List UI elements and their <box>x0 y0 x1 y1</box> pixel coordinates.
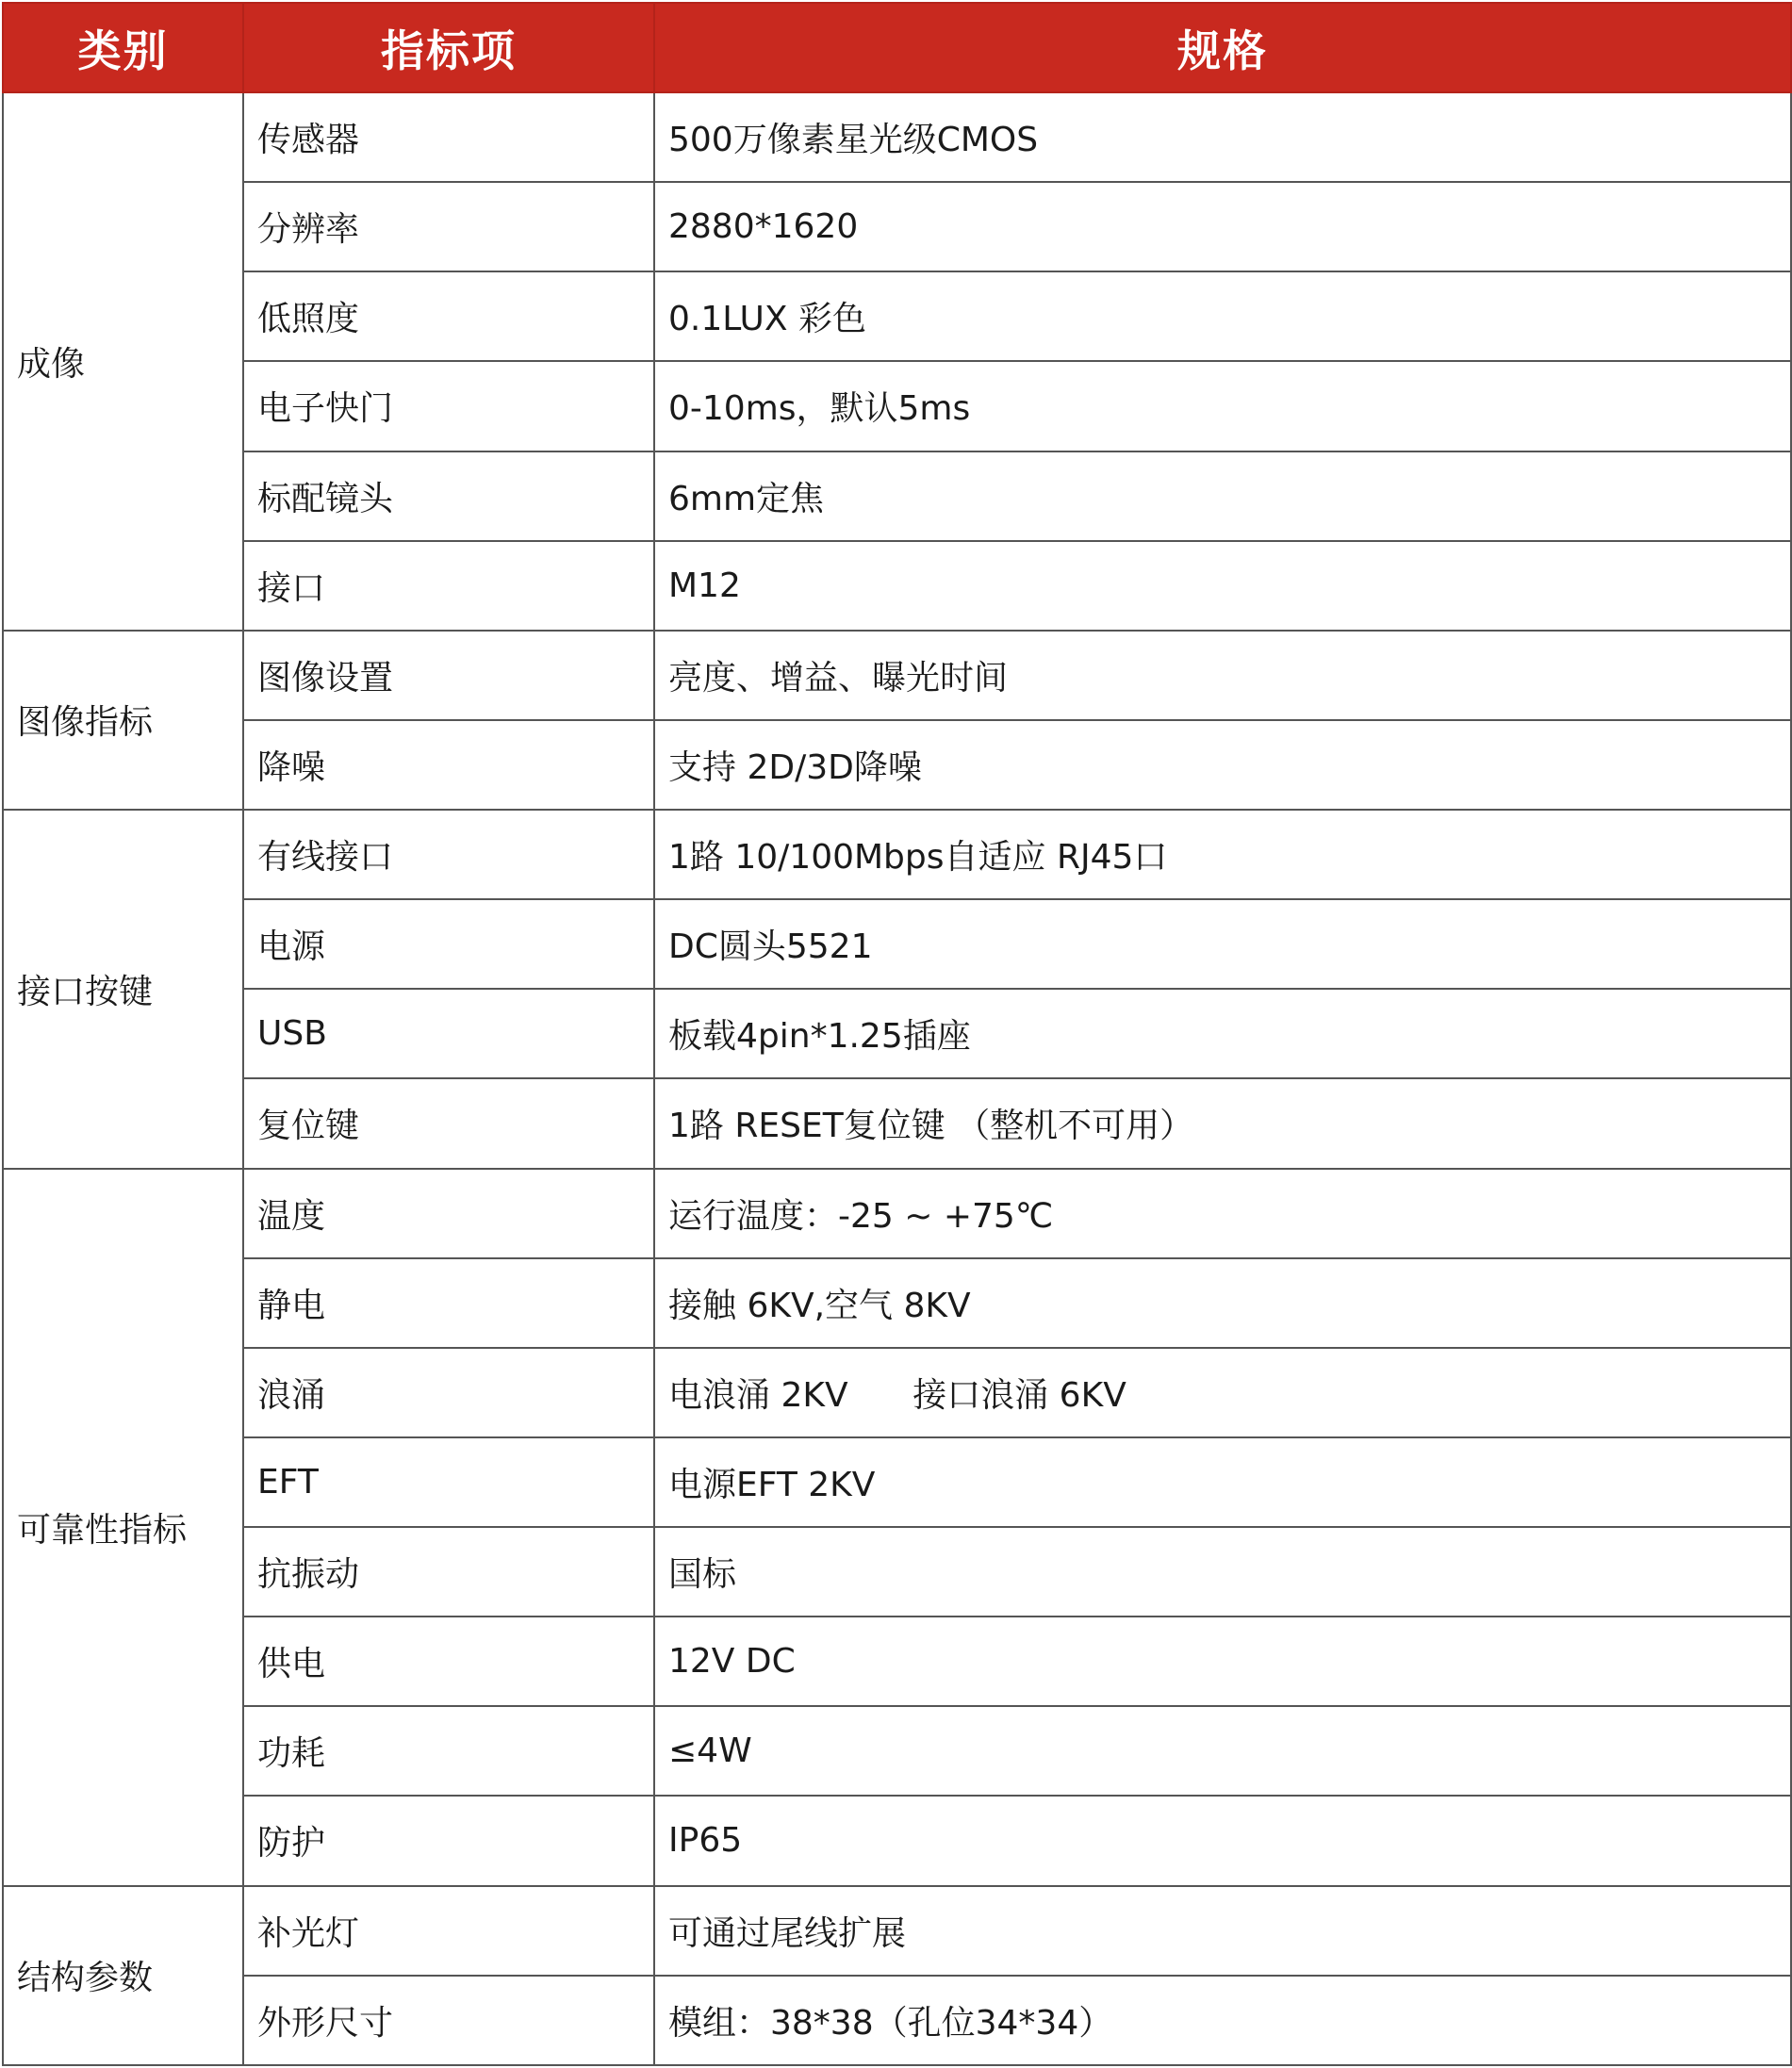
spec-cell: 500万像素星光级CMOS <box>654 92 1791 182</box>
spec-cell: 6mm定焦 <box>654 451 1791 541</box>
table-header <box>3 3 1791 92</box>
spec-cell: 国标 <box>654 1527 1791 1617</box>
item-cell: 供电 <box>243 1617 654 1706</box>
spec-cell: 板载4pin*1.25插座 <box>654 989 1791 1078</box>
spec-cell: 运行温度：-25 ~ +75℃ <box>654 1169 1791 1258</box>
item-cell: 传感器 <box>243 92 654 182</box>
spec-cell: 0-10ms，默认5ms <box>654 361 1791 451</box>
spec-cell: M12 <box>654 541 1791 631</box>
category-cell: 成像 <box>3 92 243 631</box>
item-cell: 外形尺寸 <box>243 1976 654 2065</box>
table-row <box>3 1886 1791 1976</box>
spec-table <box>2 2 1792 2066</box>
header-row <box>3 3 1791 92</box>
item-cell: 浪涌 <box>243 1348 654 1437</box>
item-cell: 功耗 <box>243 1706 654 1796</box>
table-row <box>3 1348 1791 1437</box>
item-cell: USB <box>243 989 654 1078</box>
item-cell: 降噪 <box>243 720 654 810</box>
spec-cell: 模组：38*38（孔位34*34） <box>654 1976 1791 2065</box>
spec-cell: DC圆头5521 <box>654 899 1791 989</box>
category-cell: 可靠性指标 <box>3 1169 243 1886</box>
spec-cell: 电浪涌 2KV 接口浪涌 6KV <box>654 1348 1791 1437</box>
item-cell: 补光灯 <box>243 1886 654 1976</box>
table-row <box>3 1976 1791 2065</box>
item-cell: 图像设置 <box>243 631 654 720</box>
header-category: 类别 <box>3 3 243 92</box>
spec-cell: 支持 2D/3D降噪 <box>654 720 1791 810</box>
table-row <box>3 1258 1791 1348</box>
table-body <box>3 92 1791 2065</box>
table-row <box>3 271 1791 361</box>
table-row <box>3 1078 1791 1168</box>
item-cell: 接口 <box>243 541 654 631</box>
item-cell: 温度 <box>243 1169 654 1258</box>
item-cell: 低照度 <box>243 271 654 361</box>
table-row <box>3 361 1791 451</box>
item-cell: 电源 <box>243 899 654 989</box>
item-cell: EFT <box>243 1437 654 1527</box>
item-cell: 抗振动 <box>243 1527 654 1617</box>
table-row <box>3 720 1791 810</box>
header-item: 指标项 <box>243 3 654 92</box>
header-spec: 规格 <box>654 3 1791 92</box>
item-cell: 静电 <box>243 1258 654 1348</box>
category-cell: 接口按键 <box>3 810 243 1169</box>
table-row <box>3 1527 1791 1617</box>
spec-cell: 0.1LUX 彩色 <box>654 271 1791 361</box>
item-cell: 分辨率 <box>243 182 654 271</box>
item-cell: 复位键 <box>243 1078 654 1168</box>
table-row <box>3 1169 1791 1258</box>
spec-cell: 12V DC <box>654 1617 1791 1706</box>
item-cell: 电子快门 <box>243 361 654 451</box>
table-row <box>3 1617 1791 1706</box>
table-row <box>3 1796 1791 1885</box>
table-row <box>3 1706 1791 1796</box>
spec-cell: ≤4W <box>654 1706 1791 1796</box>
spec-cell: 接触 6KV,空气 8KV <box>654 1258 1791 1348</box>
table-row <box>3 541 1791 631</box>
item-cell: 标配镜头 <box>243 451 654 541</box>
spec-cell: 亮度、增益、曝光时间 <box>654 631 1791 720</box>
category-cell: 图像指标 <box>3 631 243 810</box>
item-cell: 防护 <box>243 1796 654 1885</box>
spec-cell: 可通过尾线扩展 <box>654 1886 1791 1976</box>
table-row <box>3 631 1791 720</box>
table-row <box>3 92 1791 182</box>
spec-cell: 电源EFT 2KV <box>654 1437 1791 1527</box>
table-row <box>3 1437 1791 1527</box>
table-row <box>3 810 1791 899</box>
table-row <box>3 182 1791 271</box>
spec-cell: 1路 10/100Mbps自适应 RJ45口 <box>654 810 1791 899</box>
spec-cell: IP65 <box>654 1796 1791 1885</box>
table-row <box>3 989 1791 1078</box>
category-cell: 结构参数 <box>3 1886 243 2066</box>
spec-cell: 2880*1620 <box>654 182 1791 271</box>
spec-cell: 1路 RESET复位键 （整机不可用） <box>654 1078 1791 1168</box>
item-cell: 有线接口 <box>243 810 654 899</box>
table-row <box>3 451 1791 541</box>
table-row <box>3 899 1791 989</box>
